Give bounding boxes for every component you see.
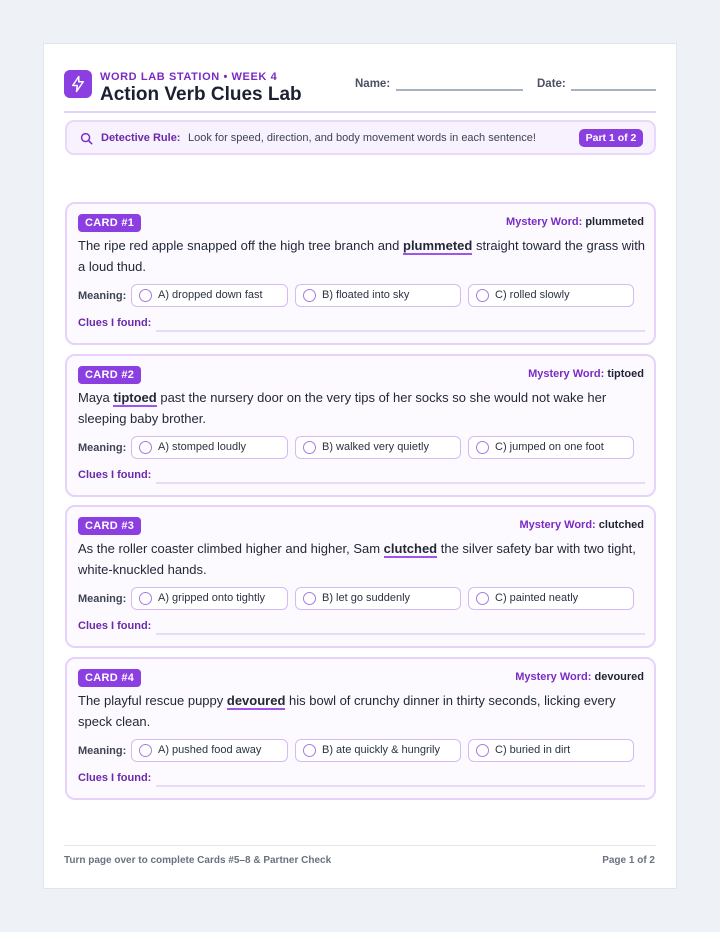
worksheet-page (43, 43, 677, 889)
clues-input-line[interactable] (156, 785, 645, 787)
radio-button-icon[interactable] (476, 592, 489, 605)
radio-button-icon[interactable] (476, 441, 489, 454)
page-number: Page 1 of 2 (602, 855, 655, 866)
radio-button-icon[interactable] (303, 592, 316, 605)
date-label: Date: (537, 78, 566, 90)
option-text: C) jumped on one foot (495, 441, 604, 453)
option-a[interactable] (131, 436, 288, 459)
option-text: C) buried in dirt (495, 744, 571, 756)
footer-instructions: Turn page over to complete Cards #5–8 & Partner Check (64, 855, 332, 866)
sentence-end: the silver safety bar with two tight, white-knuckled hands. (78, 541, 636, 577)
clues-input-line[interactable] (156, 330, 645, 332)
card-sentence (78, 539, 648, 580)
card-sentence (78, 691, 648, 732)
vocab-card-2 (65, 354, 656, 497)
radio-button-icon[interactable] (476, 744, 489, 757)
mystery-word-value: clutched (598, 519, 644, 531)
mystery-word (506, 216, 644, 228)
option-c[interactable] (468, 284, 634, 307)
radio-button-icon[interactable] (476, 289, 489, 302)
mystery-word-label: Mystery Word: (515, 671, 592, 683)
mystery-word-value: tiptoed (607, 368, 644, 380)
rule-text: Look for speed, direction, and body movement words in each sentence! (188, 132, 536, 144)
card-number-badge: CARD #1 (78, 214, 141, 232)
option-c[interactable] (468, 739, 634, 762)
meaning-label: Meaning: (78, 593, 127, 605)
card-sentence (78, 388, 648, 429)
radio-button-icon[interactable] (303, 441, 316, 454)
vocab-card-4 (65, 657, 656, 800)
radio-button-icon[interactable] (139, 744, 152, 757)
option-b[interactable] (295, 284, 461, 307)
vocab-card-3 (65, 505, 656, 648)
vocab-card-1 (65, 202, 656, 345)
footer-divider (64, 845, 656, 846)
header-divider (64, 111, 656, 113)
meaning-label: Meaning: (78, 290, 127, 302)
part-badge: Part 1 of 2 (579, 129, 643, 147)
sentence-start: Maya (78, 390, 114, 405)
option-text: A) dropped down fast (158, 289, 263, 301)
option-b[interactable] (295, 739, 461, 762)
rule-label: Detective Rule: (101, 132, 181, 144)
option-text: B) let go suddenly (322, 592, 411, 604)
mystery-word-label: Mystery Word: (528, 368, 605, 380)
sentence-end: straight toward the grass with a loud thud. (78, 238, 646, 274)
card-number-badge: CARD #4 (78, 669, 141, 687)
option-a[interactable] (131, 587, 288, 610)
mystery-word-label: Mystery Word: (506, 216, 583, 228)
option-b[interactable] (295, 587, 461, 610)
option-text: C) painted neatly (495, 592, 579, 604)
page-title: Action Verb Clues Lab (100, 84, 302, 105)
mystery-word-value: plummeted (585, 216, 644, 228)
mystery-word (528, 368, 644, 380)
sentence-keyword: tiptoed (113, 390, 157, 405)
option-text: A) gripped onto tightly (158, 592, 266, 604)
meaning-label: Meaning: (78, 745, 127, 757)
sentence-keyword: devoured (226, 693, 286, 708)
sentence-end: past the nursery door on the very tips of her socks so she would not wake her sleeping baby brother. (78, 390, 607, 426)
clues-label: Clues I found: (78, 469, 152, 481)
clues-input-line[interactable] (156, 482, 645, 484)
card-sentence (78, 236, 648, 277)
option-text: C) rolled slowly (495, 289, 570, 301)
radio-button-icon[interactable] (303, 744, 316, 757)
option-a[interactable] (131, 284, 288, 307)
option-a[interactable] (131, 739, 288, 762)
card-number-badge: CARD #3 (78, 517, 141, 535)
sentence-start: The ripe red apple snapped off the high tree branch and (78, 238, 403, 253)
option-text: B) walked very quietly (322, 441, 429, 453)
mystery-word (520, 519, 645, 531)
sentence-keyword: clutched (383, 541, 438, 556)
sentence-end: his bowl of crunchy dinner in thirty seconds, licking every speck clean. (78, 693, 616, 729)
option-c[interactable] (468, 436, 634, 459)
option-c[interactable] (468, 587, 634, 610)
name-field[interactable] (396, 89, 523, 91)
radio-button-icon[interactable] (303, 289, 316, 302)
clues-label: Clues I found: (78, 620, 152, 632)
radio-button-icon[interactable] (139, 289, 152, 302)
radio-button-icon[interactable] (139, 441, 152, 454)
sentence-keyword: plummeted (403, 238, 473, 253)
worksheet-header (64, 70, 656, 112)
radio-button-icon[interactable] (139, 592, 152, 605)
lightning-bolt-icon (64, 70, 92, 98)
option-text: A) pushed food away (158, 744, 262, 756)
search-icon (80, 132, 93, 145)
option-text: B) floated into sky (322, 289, 410, 301)
clues-input-line[interactable] (156, 633, 645, 635)
mystery-word (515, 671, 644, 683)
name-label: Name: (355, 78, 391, 90)
clues-label: Clues I found: (78, 317, 152, 329)
date-field[interactable] (571, 89, 656, 91)
clues-label: Clues I found: (78, 772, 152, 784)
sentence-start: The playful rescue puppy (78, 693, 227, 708)
sentence-start: As the roller coaster climbed higher and higher, Sam (78, 541, 384, 556)
card-number-badge: CARD #2 (78, 366, 141, 384)
option-text: A) stomped loudly (158, 441, 247, 453)
option-b[interactable] (295, 436, 461, 459)
station-kicker: WORD LAB STATION • WEEK 4 (100, 71, 278, 83)
meaning-label: Meaning: (78, 442, 127, 454)
detective-rule-banner (65, 120, 656, 155)
mystery-word-label: Mystery Word: (519, 519, 596, 531)
mystery-word-value: devoured (594, 671, 644, 683)
option-text: B) ate quickly & hungrily (322, 744, 440, 756)
